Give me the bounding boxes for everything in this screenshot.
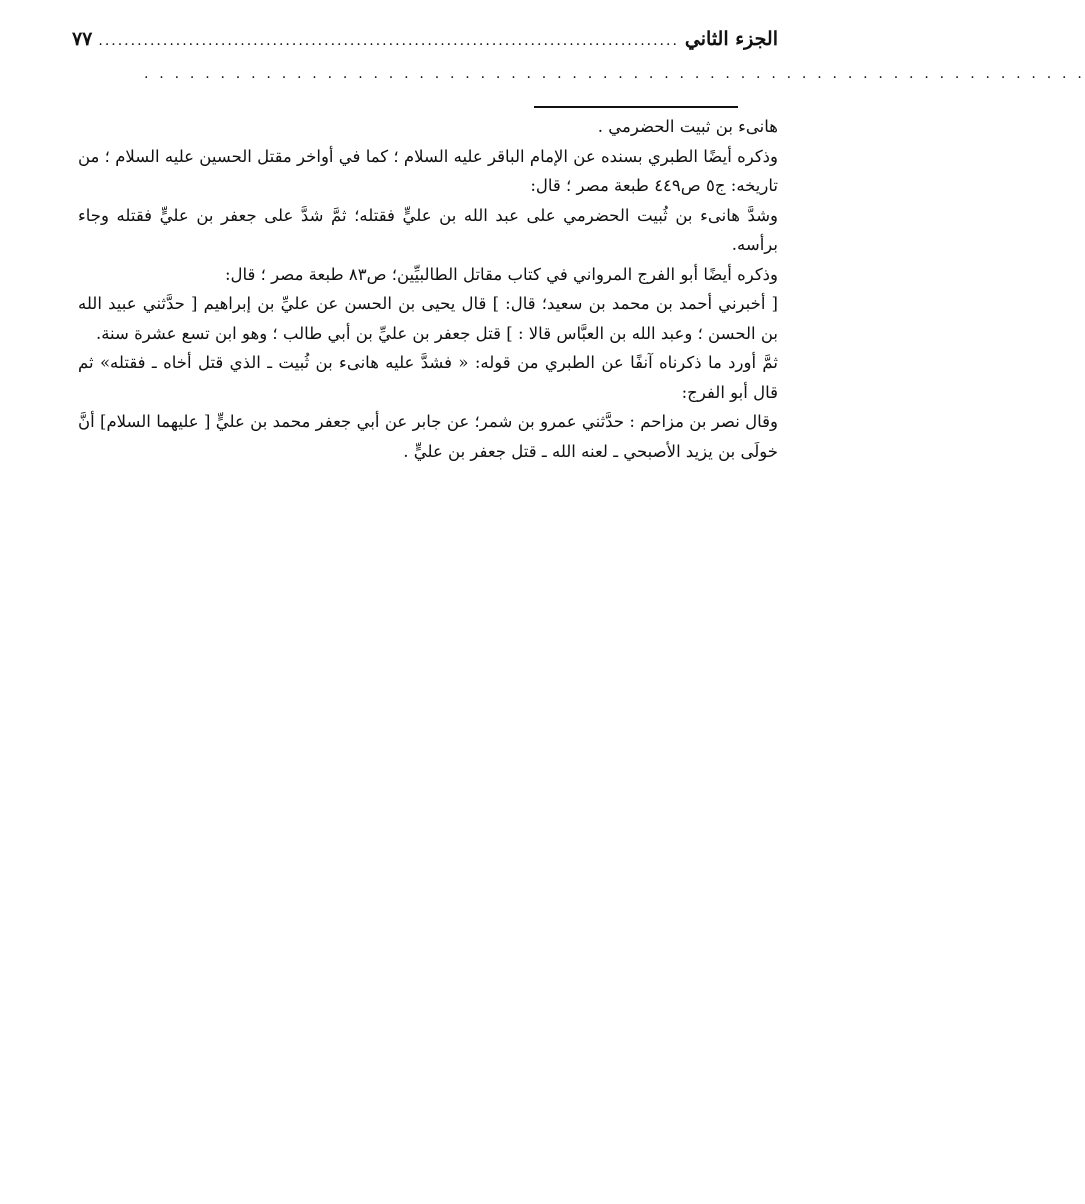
page-body xyxy=(78,112,778,466)
paragraph: وشدَّ هانىء بن ثُبيت الحضرمي على عبد الله بن عليٍّ فقتله؛ ثمَّ شدَّ على جعفر بن عليٍّ فقتله وجاء برأسه. xyxy=(78,205,778,254)
paragraph: هانىء بن ثبيت الحضرمي . xyxy=(597,117,778,136)
paragraph: ثمَّ أورد ما ذكرناه آنفًا عن الطبري من قوله: « فشدَّ عليه هانىء بن ثُبيت ـ الذي قتل أخاه ـ فقتله» ثم قال أبو الفرج: xyxy=(78,353,778,402)
paragraph: وقال نصر بن مزاحم : حدَّثني عمرو بن شمر؛ عن جابر عن أبي جعفر محمد بن عليٍّ [ عليهما السلام] أنَّ خولَى بن يزيد الأصبحي ـ لعنه الله ـ قتل جعفر بن عليٍّ . xyxy=(78,412,778,461)
header-dot-leader: .......................................................................................... xyxy=(98,33,679,49)
page-number: ٧٧ xyxy=(71,28,93,50)
paragraph: وذكره أيضًا أبو الفرج المرواني في كتاب مقاتل الطالبيِّين؛ ص٨٣ طبعة مصر ؛ قال: xyxy=(224,264,778,284)
paragraph: وذكره أيضًا الطبري بسنده عن الإمام الباقر عليه السلام ؛ كما في أواخر مقتل الحسين عليه السلام ؛ من تاريخه: ج٥ ص٤٤٩ طبعة مصر ؛ قال: xyxy=(78,146,778,195)
part-title: الجزء الثاني xyxy=(684,28,778,50)
footnote-rule xyxy=(534,106,738,108)
dotted-separator: . . . . . . . . . . . . . . . . . . . . . . . . . . . . . . . . . . . . . . . . . . . . . . . . . . . . . . . . . . . . . . xyxy=(144,66,1085,82)
running-header xyxy=(71,28,778,58)
paragraph: [ أخبرني أحمد بن محمد بن سعيد؛ قال: ] قال يحيى بن الحسن عن عليِّ بن إبراهيم [ حدَّثني عبيد الله بن الحسن ؛ وعبد الله بن العبَّاس قالا : ] قتل جعفر بن عليِّ بن أبي طالب ؛ وهو ابن تسع عشرة سنة. xyxy=(78,294,778,343)
